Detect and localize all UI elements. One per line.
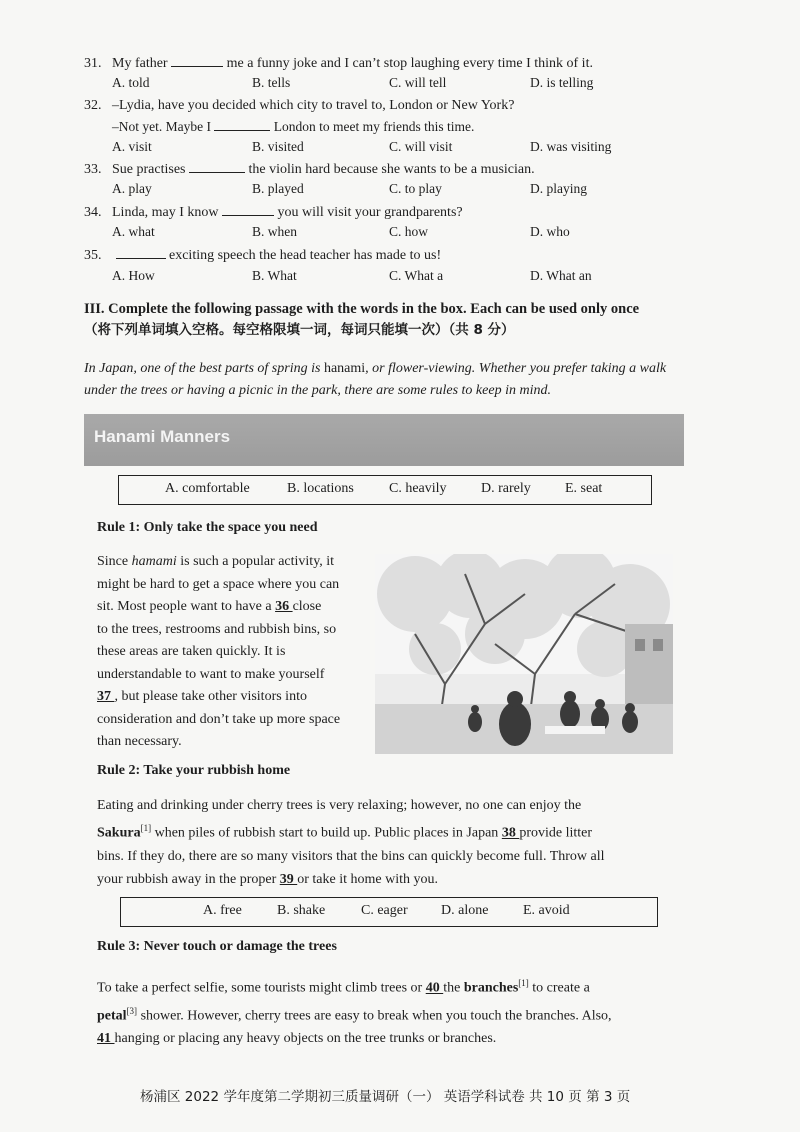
word-option: D. rarely [481, 481, 531, 496]
question-stem: Linda, may I know [112, 205, 219, 220]
option-c[interactable]: C. how [389, 224, 429, 239]
question-stem: –Not yet. Maybe I [112, 119, 211, 134]
question-stem: London to meet my friends this time. [273, 119, 475, 134]
word-box-2 [120, 897, 658, 927]
section-title-en: III. Complete the following passage with the words in the box. Each can be used only once [84, 301, 640, 317]
question-stem: you will visit your grandparents? [277, 205, 463, 220]
question-number: 31. [84, 56, 102, 71]
cherry-blossom-photo [375, 554, 673, 754]
option-a[interactable]: A. told [112, 75, 150, 90]
blank-37[interactable]: 37 [97, 689, 115, 704]
word-option: B. shake [277, 903, 326, 918]
word-option: E. seat [565, 481, 603, 496]
blank-41[interactable]: 41 [97, 1031, 115, 1047]
word-option: B. locations [287, 481, 354, 496]
question-stem: exciting speech the head teacher has made to us! [169, 248, 442, 263]
question-stem: me a funny joke and I can’t stop laughing every time I think of it. [226, 56, 593, 71]
question-number: 33. [84, 162, 102, 177]
option-c[interactable]: C. to play [389, 181, 442, 196]
intro-term: hanami [323, 361, 366, 376]
option-b[interactable]: B. tells [252, 75, 291, 90]
intro-text: In Japan, one of the best parts of spring is [84, 361, 324, 376]
answer-blank[interactable] [189, 160, 245, 173]
page-footer: 杨浦区 2022 学年度第二学期初三质量调研（一） 英语学科试卷 共 10 页 第 3 页 [140, 1089, 631, 1105]
option-c[interactable]: C. What a [389, 268, 444, 283]
question-stem: –Lydia, have you decided which city to travel to, London or New York? [112, 98, 515, 113]
word-option: E. avoid [523, 903, 570, 918]
option-c[interactable]: C. will visit [389, 139, 453, 154]
option-b[interactable]: B. What [252, 268, 297, 283]
option-d[interactable]: D. is telling [530, 75, 594, 90]
question-stem: the violin hard because she wants to be a musician. [248, 162, 535, 177]
word-option: A. comfortable [165, 481, 250, 496]
option-d[interactable]: D. playing [530, 181, 587, 196]
word-option: A. free [203, 903, 242, 918]
blank-39[interactable]: 39 [279, 871, 298, 887]
question-stem: My father [112, 56, 168, 71]
blank-36[interactable]: 36 [275, 599, 293, 614]
question-35 [84, 246, 724, 286]
option-d[interactable]: D. was visiting [530, 139, 612, 154]
option-a[interactable]: A. what [112, 224, 155, 239]
answer-blank[interactable] [214, 118, 270, 131]
option-b[interactable]: B. visited [252, 139, 304, 154]
rule-1-paragraph: Since hamami is such a popular activity, it might be hard to get a space where you can sit. Most people want to have a 36 close to the trees, restrooms and rubbish bins, so these areas are taken quickly. It is understandable to want to make yourself 37 , but please take other visitors into consideration and don’t take up more space than necessary. [97, 554, 341, 749]
option-b[interactable]: B. played [252, 181, 304, 196]
question-31 [84, 54, 724, 94]
option-b[interactable]: B. when [252, 224, 297, 239]
blank-38[interactable]: 38 [501, 825, 520, 841]
article-banner [84, 414, 684, 466]
word-box-1 [118, 475, 652, 505]
intro-text: , or flower-viewing. Whether you prefer taking a walk under the trees or having a picnic in the park, there are some rules to keep in mind. [84, 361, 667, 398]
rule-2-title: Rule 2: Take your rubbish home [97, 763, 291, 778]
rule-1-title: Rule 1: Only take the space you need [97, 520, 318, 535]
answer-blank[interactable] [171, 54, 223, 67]
option-c[interactable]: C. will tell [389, 75, 447, 90]
banner-title: Hanami Manners [94, 427, 231, 446]
rule-3-title: Rule 3: Never touch or damage the trees [97, 939, 337, 954]
question-stem: Sue practises [112, 162, 186, 177]
word-option: C. heavily [389, 481, 447, 496]
option-d[interactable]: D. What an [530, 268, 592, 283]
rule-2-paragraph: Eating and drinking under cherry trees is very relaxing; however, no one can enjoy the Sakura[1] when piles of rubbish start to build up. Public places in Japan 38 provide litter bins. If they do, there are so many visitors that the bins can quickly become full. Throw all your rubbish away in the proper 39 or take it home with you. [97, 798, 605, 887]
question-number: 35. [84, 248, 102, 263]
question-32 [84, 97, 724, 157]
word-option: C. eager [361, 903, 408, 918]
option-d[interactable]: D. who [530, 224, 570, 239]
answer-blank[interactable] [116, 246, 166, 259]
section-heading [84, 299, 704, 341]
answer-blank[interactable] [222, 203, 274, 216]
question-number: 34. [84, 205, 102, 220]
option-a[interactable]: A. play [112, 181, 152, 196]
rule-3-paragraph: To take a perfect selfie, some tourists might climb trees or 40 the branches[1] to create a petal[3] shower. However, cherry trees are easy to break when you touch the branches. Also, 41 hanging or placing any heavy objects on the tree trunks or branches. [97, 978, 612, 1047]
section-title-cn: （将下列单词填入空格。每空格限填一词，每词只能填一次）（共 8 分） [84, 322, 515, 338]
question-number: 32. [84, 98, 102, 113]
option-a[interactable]: A. visit [112, 139, 152, 154]
question-33 [84, 160, 724, 200]
intro-paragraph [84, 358, 694, 402]
blank-40[interactable]: 40 [425, 980, 444, 996]
question-34 [84, 203, 724, 243]
word-option: D. alone [441, 903, 489, 918]
option-a[interactable]: A. How [112, 268, 155, 283]
